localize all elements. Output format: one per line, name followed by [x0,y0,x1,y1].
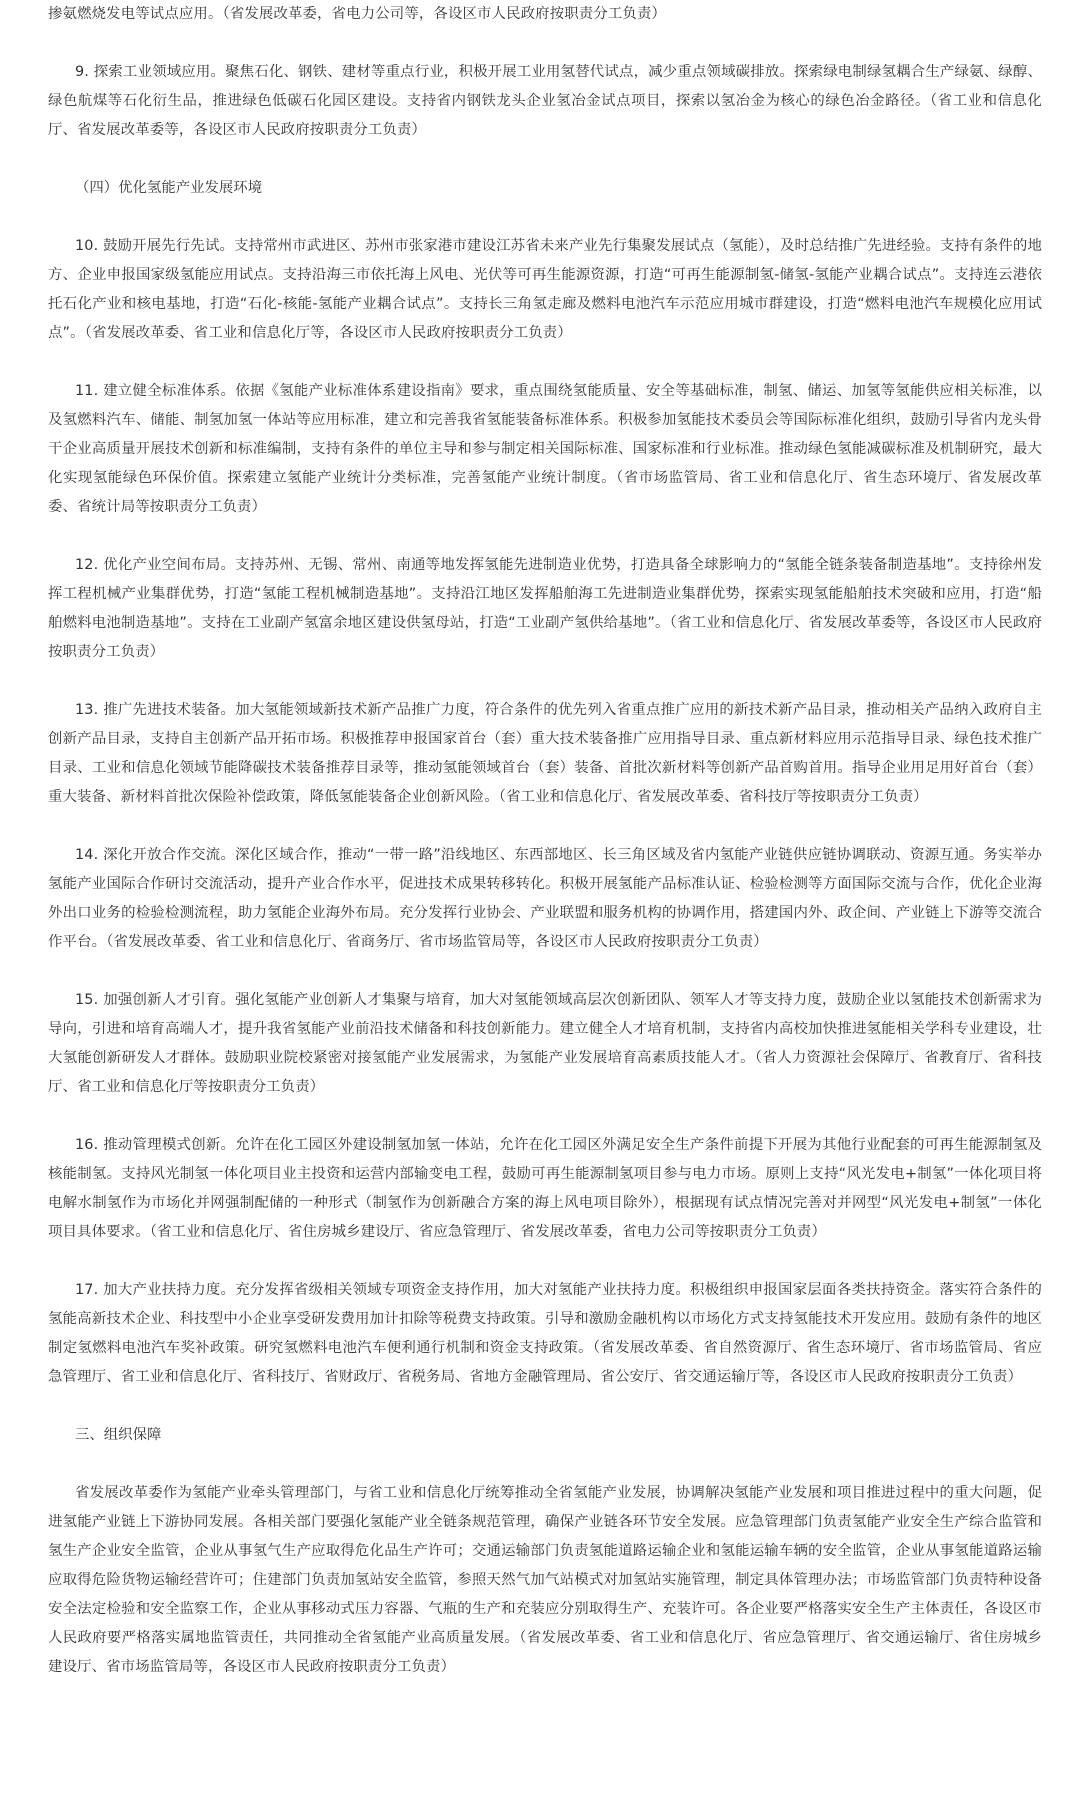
paragraph-item-16: 16. 推动管理模式创新。允许在化工园区外建设制氢加氢一体站，允许在化工园区外满足安全生产条件前提下开展为其他行业配套的可再生能源制氢及核能制氢。支持风光制氢一体化项目业主投资和运营内部输变电工程，鼓励可再生能源制氢项目参与电力市场。原则上支持“风光发电+制氢”一体化项目将电解水制氢作为市场化并网强制配储的一种形式（制氢作为创新融合方案的海上风电项目除外），根据现有试点情况完善对并网型“风光发电+制氢”一体化项目具体要求。（省工业和信息化厅、省住房城乡建设厅、省应急管理厅、省发展改革委，省电力公司等按职责分工负责） [48,1137,1042,1240]
paragraph-item-13: 13. 推广先进技术装备。加大氢能领域新技术新产品推广力度，符合条件的优先列入省重点推广应用的新技术新产品目录，推动相关产品纳入政府自主创新产品目录，支持自主创新产品开拓市场。积极推荐申报国家首台（套）重大技术装备推广应用指导目录、重点新材料应用示范指导目录、绿色技术推广目录、工业和信息化领域节能降碳技术装备推荐目录等，推动氢能领域首台（套）装备、首批次新材料等创新产品首购首用。指导企业用足用好首台（套）重大装备、新材料首批次保险补偿政策，降低氢能装备企业创新风险。（省工业和信息化厅、省发展改革委、省科技厅等按职责分工负责） [48,702,1042,805]
paragraph-item-17: 17. 加大产业扶持力度。充分发挥省级相关领域专项资金支持作用，加大对氢能产业扶持力度。积极组织申报国家层面各类扶持资金。落实符合条件的氢能高新技术企业、科技型中小企业享受研发费用加计扣除等税费支持政策。引导和激励金融机构以市场化方式支持氢能技术开发应用。鼓励有条件的地区制定氢燃料电池汽车奖补政策。研究氢燃料电池汽车便利通行机制和资金支持政策。（省发展改革委、省自然资源厅、省生态环境厅、省市场监管局、省应急管理厅、省工业和信息化厅、省科技厅、省财政厅、省税务局、省地方金融管理局、省公安厅、省交通运输厅等，各设区市人民政府按职责分工负责） [48,1282,1042,1385]
paragraph-item-12: 12. 优化产业空间布局。支持苏州、无锡、常州、南通等地发挥氢能先进制造业优势，打造具备全球影响力的“氢能全链条装备制造基地”。支持徐州发挥工程机械产业集群优势，打造“氢能工程机械制造基地”。支持沿江地区发挥船舶海工先进制造业集群优势，探索实现氢能船舶技术突破和应用，打造“船舶燃料电池制造基地”。支持在工业副产氢富余地区建设供氢母站，打造“工业副产氢供给基地”。（省工业和信息化厅、省发展改革委等，各设区市人民政府按职责分工负责） [48,557,1042,660]
paragraph-item-14: 14. 深化开放合作交流。深化区域合作，推动“一带一路”沿线地区、东西部地区、长三角区域及省内氢能产业链供应链协调联动、资源互通。务实举办氢能产业国际合作研讨交流活动，提升产业合作水平，促进技术成果转移转化。积极开展氢能产品标准认证、检验检测等方面国际交流与合作，优化企业海外出口业务的检验检测流程，助力氢能企业海外布局。充分发挥行业协会、产业联盟和服务机构的协调作用，搭建国内外、政企间、产业链上下游等交流合作平台。（省发展改革委、省工业和信息化厅、省商务厅、省市场监管局等，各设区市人民政府按职责分工负责） [48,847,1042,950]
paragraph-item-9: 9. 探索工业领域应用。聚焦石化、钢铁、建材等重点行业，积极开展工业用氢替代试点，减少重点领域碳排放。探索绿电制绿氢耦合生产绿氨、绿醇、绿色航煤等石化衍生品，推进绿色低碳石化园区建设。支持省内钢铁龙头企业氢冶金试点项目，探索以氢冶金为核心的绿色冶金路径。（省工业和信息化厅、省发展改革委等，各设区市人民政府按职责分工负责） [48,64,1042,138]
paragraph-item-10: 10. 鼓励开展先行先试。支持常州市武进区、苏州市张家港市建设江苏省未来产业先行集聚发展试点（氢能），及时总结推广先进经验。支持有条件的地方、企业申报国家级氢能应用试点。支持沿海三市依托海上风电、光伏等可再生能源资源，打造“可再生能源制氢-储氢-氢能产业耦合试点”。支持连云港依托石化产业和核电基地，打造“石化-核能-氢能产业耦合试点”。支持长三角氢走廊及燃料电池汽车示范应用城市群建设，打造“燃料电池汽车规模化应用试点”。（省发展改革委、省工业和信息化厅等，各设区市人民政府按职责分工负责） [48,238,1042,341]
paragraph-organization: 省发展改革委作为氢能产业牵头管理部门，与省工业和信息化厅统筹推动全省氢能产业发展，协调解决氢能产业发展和项目推进过程中的重大问题，促进氢能产业链上下游协同发展。各相关部门要强化氢能产业全链条规范管理，确保产业链各环节安全发展。应急管理部门负责氢能产业安全生产综合监管和氢生产企业安全监管，企业从事氢气生产应取得危化品生产许可；交通运输部门负责氢能道路运输企业和氢能运输车辆的安全监管，企业从事氢能道路运输应取得危险货物运输经营许可；住建部门负责加氢站安全监管，参照天然气加气站模式对加氢站实施管理，制定具体管理办法；市场监管部门负责特种设备安全法定检验和安全监察工作，企业从事移动式压力容器、气瓶的生产和充装应分别取得生产、充装许可。各企业要严格落实安全生产主体责任，各设区市人民政府要严格落实属地监管责任，共同推动全省氢能产业高质量发展。（省发展改革委、省工业和信息化厅、省应急管理厅、省交通运输厅、省住房城乡建设厅、省市场监管局等，各设区市人民政府按职责分工负责） [48,1485,1042,1675]
paragraph-item-11: 11. 建立健全标准体系。依据《氢能产业标准体系建设指南》要求，重点围绕氢能质量、安全等基础标准，制氢、储运、加氢等氢能供应相关标准，以及氢燃料汽车、储能、制氢加氢一体站等应用标准，建立和完善我省氢能装备标准体系。积极参加氢能技术委员会等国际标准化组织，鼓励引导省内龙头骨干企业高质量开展技术创新和标准编制，支持有条件的单位主导和参与制定相关国际标准、国家标准和行业标准。推动绿色氢能减碳标准及机制研究，最大化实现氢能绿色环保价值。探索建立氢能产业统计分类标准，完善氢能产业统计制度。（省市场监管局、省工业和信息化厅、省生态环境厅、省发展改革委、省统计局等按职责分工负责） [48,383,1042,515]
paragraph-continued: 掺氨燃烧发电等试点应用。（省发展改革委，省电力公司等，各设区市人民政府按职责分工负责） [48,6,667,22]
section-heading-3: 三、组织保障 [75,1427,162,1443]
paragraph-item-15: 15. 加强创新人才引育。强化氢能产业创新人才集聚与培育，加大对氢能领域高层次创新团队、领军人才等支持力度，鼓励企业以氢能技术创新需求为导向，引进和培育高端人才，提升我省氢能产业前沿技术储备和科技创新能力。建立健全人才培育机制，支持省内高校加快推进氢能相关学科专业建设，壮大氢能创新研发人才群体。鼓励职业院校紧密对接氢能产业发展需求，为氢能产业发展培育高素质技能人才。（省人力资源社会保障厅、省教育厅、省科技厅、省工业和信息化厅等按职责分工负责） [48,992,1042,1095]
section-heading-4: （四）优化氢能产业发展环境 [75,180,263,196]
